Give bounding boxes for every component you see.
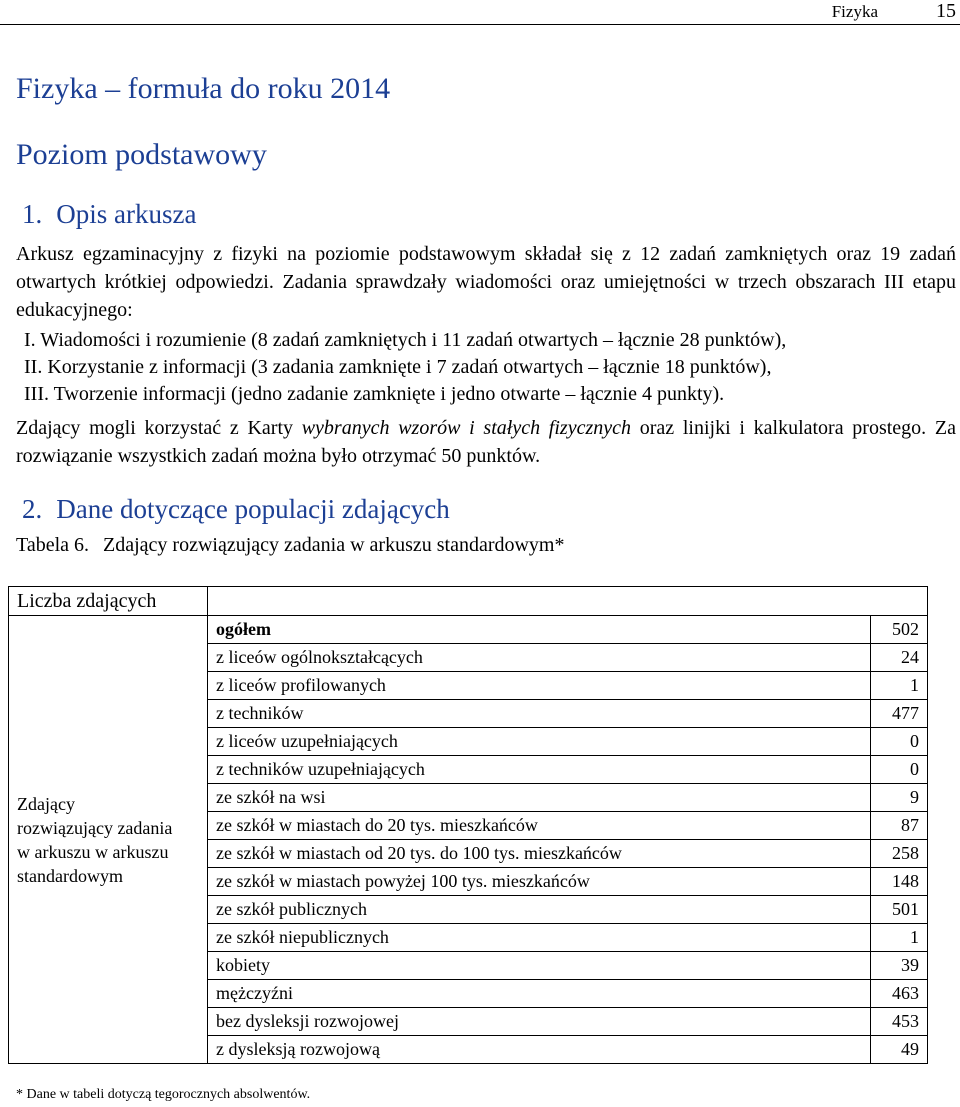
closing-text-2: oraz linijki i kalkulatora prostego. Za rozwiązanie wszystkich zadań można było otrzymać 50 punktów. [16,417,956,467]
section-1-heading [16,199,196,230]
row-label: z techników [208,700,871,728]
section-1-closing [16,414,956,470]
section-1-intro: Arkusz egzaminacyjny z fizyki na poziomie podstawowym składał się z 12 zadań zamkniętych oraz 19 zadań otwartych krótkiej odpowiedzi. Zadania sprawdzały wiadomości oraz umiejętności w trzech obszarach III etapu edukacyjnego: [16,243,956,321]
table-footnote: * Dane w tabeli dotyczą tegorocznych absolwentów. [16,1087,311,1102]
row-value: 453 [871,1008,928,1036]
row-value: 1 [871,924,928,952]
document-subtitle: Poziom podstawowy [16,138,267,171]
row-label: ze szkół w miastach od 20 tys. do 100 tys. mieszkańców [208,840,871,868]
row-value: 148 [871,868,928,896]
document-title: Fizyka – formuła do roku 2014 [16,72,391,105]
row-value: 39 [871,952,928,980]
table-header-row [9,587,928,616]
row-label: z liceów profilowanych [208,672,871,700]
row-value: 87 [871,812,928,840]
table-caption [16,534,564,557]
area-item-3: III. Tworzenie informacji (jedno zadanie zamknięte i jedno otwarte – łącznie 4 punkty). [24,383,725,405]
row-label: bez dysleksji rozwojowej [208,1008,871,1036]
page-header [0,0,960,25]
closing-italic-text: wybranych wzorów i stałych fizycznych [301,417,631,439]
row-label: ze szkół publicznych [208,896,871,924]
row-value: 477 [871,700,928,728]
row-label: ze szkół na wsi [208,784,871,812]
row-label: ze szkół w miastach powyżej 100 tys. mieszkańców [208,868,871,896]
table-caption-text: Zdający rozwiązujący zadania w arkuszu standardowym* [103,534,565,556]
group-label-line: Zdający [17,793,75,814]
row-value: 501 [871,896,928,924]
table-header-blank [208,587,928,616]
section-2-number: 2. [22,494,43,524]
row-value: 9 [871,784,928,812]
assessment-areas-list [16,327,956,408]
row-label: z techników uzupełniających [208,756,871,784]
closing-text-1: Zdający mogli korzystać z Karty [16,417,302,439]
row-value: 0 [871,728,928,756]
section-1-title: Opis arkusza [56,199,197,229]
row-value: 1 [871,672,928,700]
area-item-1: I. Wiadomości i rozumienie (8 zadań zamkniętych i 11 zadań otwartych – łącznie 28 punktów), [24,329,787,351]
row-value: 49 [871,1036,928,1064]
header-subject: Fizyka [831,2,878,21]
section-2-title: Dane dotyczące populacji zdających [56,494,450,524]
area-item-2: II. Korzystanie z informacji (3 zadania zamknięte i 7 zadań otwartych – łącznie 18 punktów), [24,356,772,378]
page-number: 15 [936,0,956,22]
row-value: 463 [871,980,928,1008]
section-1-number: 1. [22,199,43,229]
table-header-label: Liczba zdających [9,587,208,616]
row-value: 24 [871,644,928,672]
row-label: ze szkół w miastach do 20 tys. mieszkańców [208,812,871,840]
row-label: kobiety [208,952,871,980]
section-2-heading [16,494,450,525]
row-label: z liceów uzupełniających [208,728,871,756]
row-label: ogółem [208,616,871,644]
row-label: z dysleksją rozwojową [208,1036,871,1064]
group-label-line: w arkuszu w arkuszu [17,841,169,862]
row-label: ze szkół niepublicznych [208,924,871,952]
row-label: z liceów ogólnokształcących [208,644,871,672]
group-label-line: rozwiązujący zadania [17,817,173,838]
table-group-label [9,616,208,1064]
table-row [9,616,928,644]
population-table [8,586,928,1064]
row-value: 0 [871,756,928,784]
table-caption-number: Tabela 6. [16,534,90,556]
row-value: 502 [871,616,928,644]
group-label-line: standardowym [17,865,123,886]
row-label: mężczyźni [208,980,871,1008]
row-value: 258 [871,840,928,868]
